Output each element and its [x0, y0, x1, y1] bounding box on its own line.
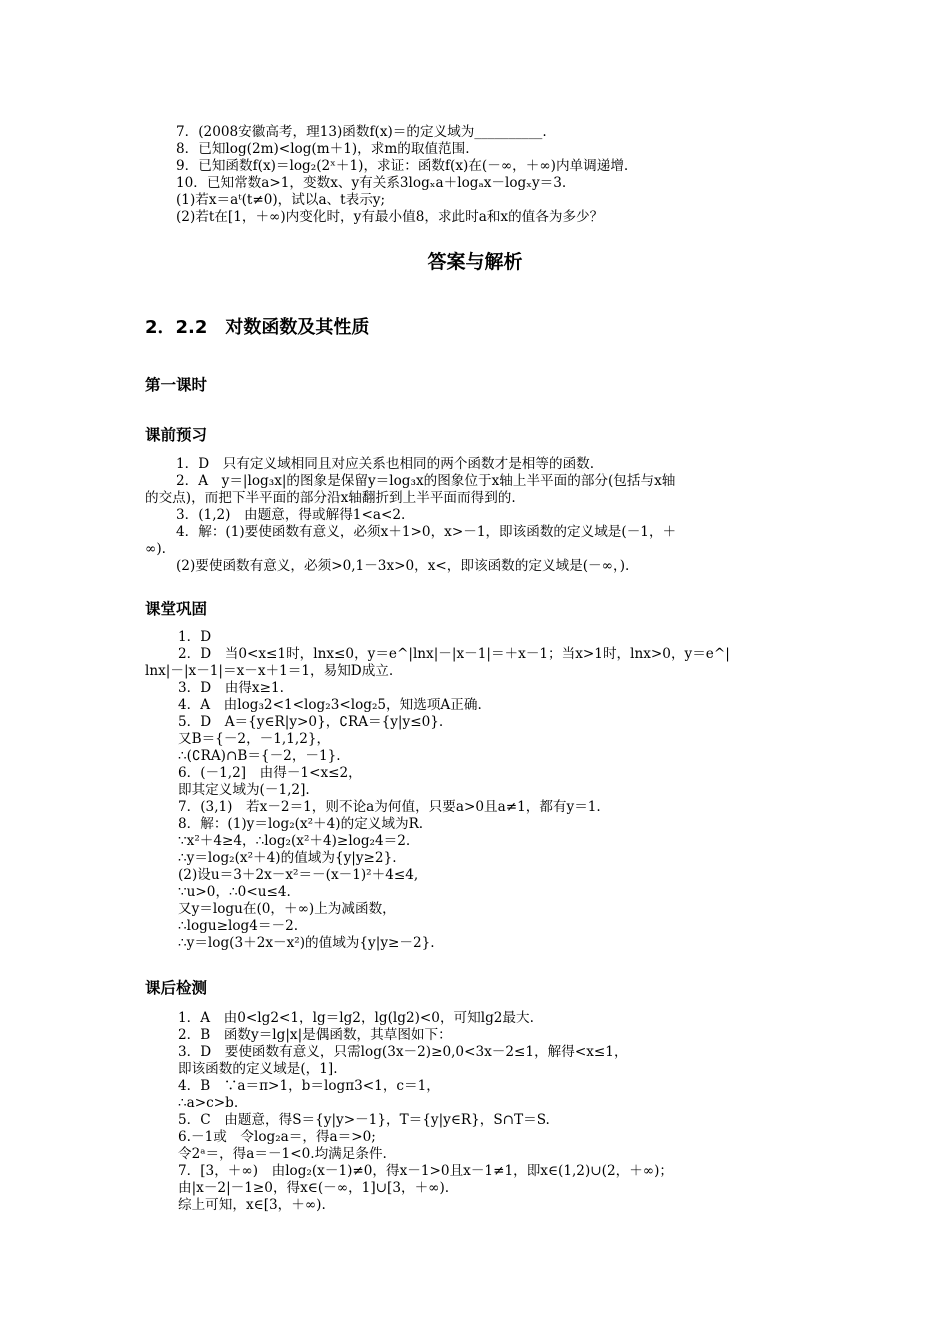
preview-line: 的交点)，而把下半平面的部分沿x轴翻折到上半平面而得到的.: [145, 490, 516, 506]
after-class-line: 令2ᵃ＝，得a＝－1<0.均满足条件.: [178, 1146, 387, 1162]
after-class-line: 综上可知，x∈[3，＋∞).: [178, 1197, 326, 1213]
after-class-line: 6.－1或 令log₂a＝，得a＝>0;: [178, 1129, 376, 1145]
classroom-line: 3．D 由得x≥1.: [178, 680, 284, 696]
after-class-line: ∴a>c>b.: [178, 1095, 239, 1111]
preview-line: 3．(1,2) 由题意，得或解得1<a<2.: [176, 507, 406, 523]
classroom-line: ∴y＝log(3＋2x－x²)的值域为{y|y≥－2}.: [178, 935, 435, 951]
classroom-line: 又y＝logu在(0，＋∞)上为减函数，: [178, 901, 396, 917]
after-class-line: 1．A 由0<lg2<1，lg＝lg2，lg(lg2)<0，可知lg2最大.: [178, 1010, 534, 1026]
classroom-line: 1．D: [178, 629, 212, 645]
preview-line: 4．解：(1)要使函数有意义，必须x＋1>0，x>－1，即该函数的定义域是(－1，＋: [176, 524, 677, 540]
classroom-line: 6．(－1,2] 由得－1<x≤2，: [178, 765, 362, 781]
exercise-10: 10．已知常数a>1，变数x、y有关系3logₓa＋logₐx－logₓy＝3.: [176, 175, 567, 191]
classroom-line: 5．D A＝{y∈R|y>0}，∁RA＝{y|y≤0}.: [178, 714, 444, 730]
after-class-line: 由|x－2|－1≥0，得x∈(－∞，1]∪[3，＋∞).: [178, 1180, 450, 1196]
classroom-line: 4．A 由log₃2<1<log₂3<log₂5，知选项A正确.: [178, 697, 482, 713]
after-class-line: 2．B 函数y＝lg|x|是偶函数，其草图如下：: [178, 1027, 452, 1043]
classroom-line: 即其定义域为(－1,2].: [178, 782, 310, 798]
classroom-line: (2)设u＝3＋2x－x²＝－(x－1)²＋4≤4,: [178, 867, 419, 883]
preview-line: (2)要使函数有意义，必须>0,1－3x>0，x<，即该函数的定义域是(－∞，).: [176, 558, 630, 574]
classroom-line: 8．解：(1)y＝log₂(x²＋4)的定义域为R.: [178, 816, 424, 832]
exercise-9: 9．已知函数f(x)＝log₂(2ˣ＋1)，求证：函数f(x)在(－∞，＋∞)内单调递增.: [176, 158, 629, 174]
classroom-line: ∵x²＋4≥4，∴log₂(x²＋4)≥log₂4＝2.: [178, 833, 411, 849]
after-class-line: 7．[3，＋∞) 由log₂(x－1)≠0，得x－1>0且x－1≠1，即x∈(1,2)∪(2，＋∞)；: [178, 1163, 674, 1179]
preview-heading: 课前预习: [145, 426, 208, 444]
exercise-10-part-1: (1)若x＝aᵗ(t≠0)，试以a、t表示y;: [176, 192, 386, 208]
after-class-line: 4．B ∵a＝π>1，b＝logπ3<1，c＝1，: [178, 1078, 440, 1094]
exercise-8: 8．已知log(2m)<log(m＋1)，求m的取值范围.: [176, 141, 470, 157]
preview-line: ∞).: [145, 541, 166, 557]
after-class-line: 3．D 要使函数有意义，只需log(3x－2)≥0,0<3x－2≤1，解得<x≤1，: [178, 1044, 628, 1060]
section-title: 2．2.2 对数函数及其性质: [145, 317, 370, 338]
classroom-line: 7．(3,1) 若x－2＝1，则不论a为何值，只要a>0且a≠1，都有y＝1.: [178, 799, 601, 815]
preview-line: 2．A y＝|log₃x|的图象是保留y＝log₃x的图象位于x轴上半平面的部分(包括与x轴: [176, 473, 676, 489]
after-class-line: 5．C 由题意，得S＝{y|y>－1}，T＝{y|y∈R}，S∩T＝S.: [178, 1112, 550, 1128]
lesson-title: 第一课时: [145, 376, 208, 394]
classroom-line: lnx|－|x－1|＝x－x＋1＝1，易知D成立.: [145, 663, 394, 679]
classroom-line: ∵u>0，∴0<u≤4.: [178, 884, 291, 900]
exercise-10-part-2: (2)若t在[1，＋∞)内变化时，y有最小值8，求此时a和x的值各为多少？: [176, 209, 604, 225]
classroom-heading: 课堂巩固: [145, 600, 208, 618]
classroom-line: 2．D 当0<x≤1时，lnx≤0，y＝e^|lnx|－|x－1|＝＋x－1；当x>1时，lnx>0，y＝e^|: [178, 646, 730, 662]
classroom-line: 又B＝{－2，－1,1,2}，: [178, 731, 331, 747]
exercise-7: 7．(2008安徽高考，理13)函数f(x)＝的定义域为__________.: [176, 124, 547, 140]
classroom-line: ∴logu≥log4＝－2.: [178, 918, 299, 934]
after-class-line: 即该函数的定义域是(，1].: [178, 1061, 338, 1077]
classroom-line: ∴(∁RA)∩B＝{－2，－1}.: [178, 748, 341, 764]
answers-title: 答案与解析: [427, 251, 523, 273]
classroom-line: ∴y＝log₂(x²＋4)的值域为{y|y≥2}.: [178, 850, 397, 866]
after-class-heading: 课后检测: [145, 979, 208, 997]
preview-line: 1．D 只有定义域相同且对应关系也相同的两个函数才是相等的函数.: [176, 456, 595, 472]
